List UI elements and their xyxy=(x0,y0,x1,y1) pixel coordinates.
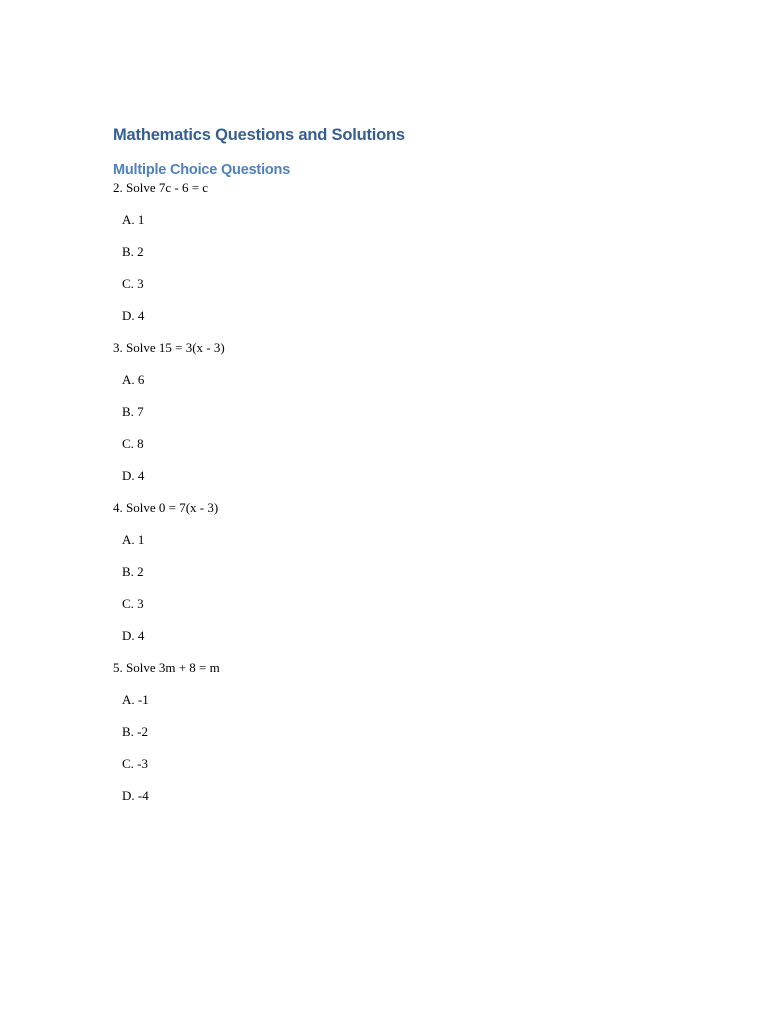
answer-option: D. -4 xyxy=(122,788,149,803)
answer-option: B. 2 xyxy=(122,564,144,579)
answer-option: C. 3 xyxy=(122,596,144,611)
answer-option: B. 2 xyxy=(122,244,144,259)
answer-option: B. 7 xyxy=(122,404,144,419)
section-heading: Multiple Choice Questions xyxy=(113,162,291,178)
answer-option: D. 4 xyxy=(122,628,145,643)
answer-option: C. 8 xyxy=(122,436,144,451)
question-item xyxy=(113,500,673,644)
answer-option: C. -3 xyxy=(122,756,148,771)
question-item xyxy=(113,180,673,324)
document-page xyxy=(113,124,673,820)
question-item xyxy=(113,340,673,484)
question-text: 5. Solve 3m + 8 = m xyxy=(113,660,220,675)
answer-option: B. -2 xyxy=(122,724,148,739)
answer-option: D. 4 xyxy=(122,468,145,483)
answer-option: A. 1 xyxy=(122,532,145,547)
answer-option: A. 1 xyxy=(122,212,145,227)
answer-option: A. 6 xyxy=(122,372,145,387)
question-text: 2. Solve 7c - 6 = c xyxy=(113,180,209,195)
answer-option: D. 4 xyxy=(122,308,145,323)
question-item xyxy=(113,660,673,804)
question-list xyxy=(113,180,673,804)
question-text: 3. Solve 15 = 3(x - 3) xyxy=(113,340,225,355)
question-text: 4. Solve 0 = 7(x - 3) xyxy=(113,500,219,515)
document-title: Mathematics Questions and Solutions xyxy=(113,126,405,144)
answer-option: A. -1 xyxy=(122,692,149,707)
answer-option: C. 3 xyxy=(122,276,144,291)
